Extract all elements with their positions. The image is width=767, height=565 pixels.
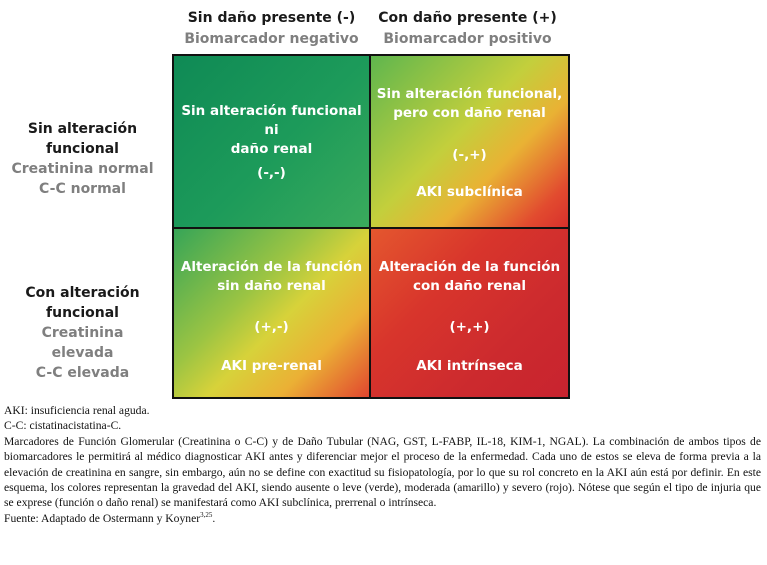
row-header-alteration-line4: C-C elevada (35, 365, 130, 381)
caption-source-refs: 3,25 (200, 510, 213, 519)
cell-bottom-right-line2: con daño renal (412, 278, 527, 294)
column-header-no-damage-subtitle: Biomarcador negativo (184, 31, 359, 47)
column-header-damage-title: Con daño presente (+) (378, 10, 557, 26)
column-header-no-damage (174, 8, 369, 50)
cell-bottom-left-code: (+,-) (254, 319, 289, 335)
row-header-alteration-line2: funcional (46, 305, 119, 321)
cell-top-left-line1: Sin alteración funcional ni (181, 103, 362, 138)
column-header-damage-subtitle: Biomarcador positivo (383, 31, 552, 47)
cell-bottom-right-label: AKI intrínseca (416, 358, 523, 374)
caption-source (4, 511, 761, 526)
cell-bottom-right-line1: Alteración de la función (378, 259, 561, 275)
column-header-no-damage-title: Sin daño presente (-) (187, 10, 356, 26)
cell-top-right-label: AKI subclínica (416, 184, 523, 200)
cell-no-alteration-no-damage (174, 56, 371, 229)
cell-top-right-line2: pero con daño renal (393, 105, 546, 121)
row-header-no-alteration-line3: Creatinina normal (11, 161, 154, 177)
cell-alteration-damage (371, 229, 568, 397)
row-header-alteration (10, 283, 155, 383)
cell-no-alteration-damage (371, 56, 568, 229)
cell-top-left-line2: daño renal (230, 141, 313, 157)
caption-abbreviation-cc: C-C: cistatinacistatina-C. (4, 419, 122, 433)
cell-top-right-line1: Sin alteración funcional, (376, 86, 563, 102)
cell-bottom-left-line2: sin daño renal (217, 278, 326, 294)
cell-top-right-code: (-,+) (452, 147, 487, 163)
caption-paragraph: Marcadores de Función Glomerular (Creatinina o C-C) y de Daño Tubular (NAG, GST, L-FABP, IL-18, KIM-1, NGAL). La combinación de ambos tipos de biomarcadores le permitirá al médico diagnosticar AKI antes y diferenciar mejor el proceso de la enfermedad. Cada uno de estos se eleva de forma previa a la elevación de creatinina en sangre, sin embargo, aún no se define con exactitud su fisiopatología, por lo que su rol concreto en la AKI aún está por definir. En este esquema, los colores representan la gravedad del AKI, siendo ausente o leve (verde), moderada (amarillo) y severo (rojo). Nótese que según el tipo de injuria que se exprese (función o daño renal) se manifestará como AKI subclínica, prerrenal o intrínseca. (4, 434, 761, 510)
row-header-no-alteration-line4: C-C normal (39, 181, 126, 197)
cell-alteration-no-damage (174, 229, 371, 397)
row-header-alteration-line1: Con alteración (25, 285, 140, 301)
column-header-damage (370, 8, 565, 50)
row-header-no-alteration-line1: Sin alteración (27, 121, 138, 137)
row-header-alteration-line3: Creatinina elevada (41, 325, 124, 361)
caption-source-text: Fuente: Adaptado de Ostermann y Koyner (4, 511, 201, 525)
caption-abbreviation-aki: AKI: insuficiencia renal aguda. (4, 404, 150, 417)
biomarker-matrix (172, 54, 570, 399)
caption-source-end: . (212, 511, 216, 525)
figure-caption (4, 403, 761, 526)
cell-bottom-left-line1: Alteración de la función (180, 259, 363, 275)
cell-top-left-code: (-,-) (257, 165, 286, 181)
cell-bottom-left-label: AKI pre-renal (221, 358, 322, 374)
row-header-no-alteration-line2: funcional (46, 141, 119, 157)
cell-bottom-right-code: (+,+) (449, 319, 490, 335)
row-header-no-alteration (10, 119, 155, 199)
